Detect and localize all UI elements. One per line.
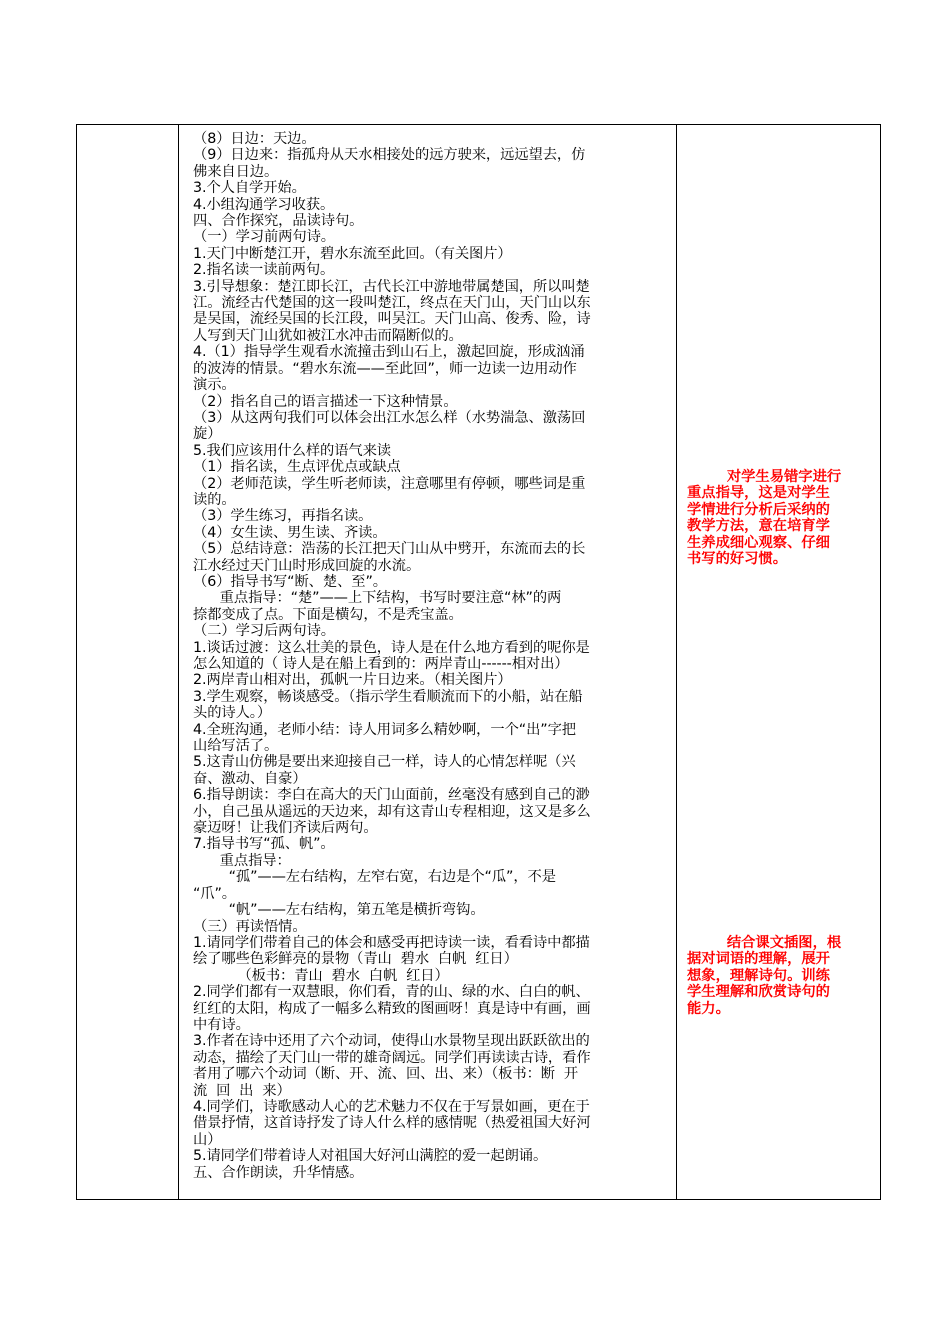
text-line: 3.引导想象：楚江即长江，古代长江中游地带属楚国，所以叫楚 [193, 278, 590, 295]
text-line: “爪”。 [193, 885, 237, 902]
design-note-handwriting: 对学生易错字进行 重点指导，这是对学生 学情进行分析后采纳的 教学方法，意在培育学 生养成细心观察、仔细 书写的好习惯。 [687, 469, 842, 568]
text-line: 人写到天门山犹如被江水冲击而隔断似的。 [193, 327, 463, 344]
text-line: 2.指名读一读前两句。 [193, 262, 335, 279]
text-line: 的波涛的情景。“碧水东流——至此回”，师一边读一边用动作 [193, 360, 577, 377]
text-line: 4.（1）指导学生观看水流撞击到山石上，激起回旋，形成汹涌 [193, 344, 585, 361]
text-line: 3.个人自学开始。 [193, 180, 306, 197]
design-notes-cell [677, 125, 881, 1200]
text-line: 中有诗。 [193, 1016, 250, 1033]
text-line: 豪迈呀！让我们齐读后两句。 [193, 820, 378, 837]
text-line: （3）从这两句我们可以体会出江水怎么样（水势湍急、激荡回 [193, 409, 586, 426]
text-line: 3.作者在诗中还用了六个动词，使得山水景物呈现出跃跃欲出的 [193, 1033, 590, 1050]
text-line: （一）学习前两句诗。 [193, 229, 335, 246]
text-line: 捺都变成了点。下面是横勾，不是秃宝盖。 [193, 606, 463, 623]
text-line: 江。流经古代楚国的这一段叫楚江，终点在天门山，天门山以东 [193, 295, 591, 312]
text-line: 4.全班沟通，老师小结：诗人用词多么精妙啊，一个“出”字把 [193, 721, 576, 738]
text-line: 旋） [193, 426, 222, 443]
table-row [77, 125, 881, 1200]
text-line: （1）指名读，生点评优点或缺点 [193, 459, 401, 476]
text-line: 5.请同学们带着诗人对祖国大好河山满腔的爱一起朗诵。 [193, 1148, 548, 1165]
text-line: （2）老师范读，学生听老师读，注意哪里有停顿，哪些词是重 [193, 475, 586, 492]
text-line: 山） [193, 1131, 222, 1148]
text-line: 四、合作探究，品读诗句。 [193, 213, 364, 230]
text-line: （6）指导书写“断、楚、至”。 [193, 573, 387, 590]
text-line: 绘了哪些色彩鲜亮的景物（青山 碧水 白帆 红日） [193, 951, 518, 968]
text-line: 红红的太阳，构成了一幅多么精致的图画呀！真是诗中有画，画 [193, 1000, 591, 1017]
text-line: 借景抒情，这首诗抒发了诗人什么样的感情呢（热爱祖国大好河 [193, 1115, 591, 1132]
text-line: 是吴国，流经吴国的长江段，叫吴江。天门山高、俊秀、险，诗 [193, 311, 591, 328]
text-line: “帆”——左右结构，第五笔是横折弯钩。 [193, 902, 485, 919]
text-line: 重点指导：“楚”——上下结构，书写时要注意“林”的两 [193, 590, 562, 607]
teaching-process-text [179, 125, 676, 1199]
text-line: 佛来自日边。 [193, 163, 279, 180]
text-line: 4.小组沟通学习收获。 [193, 196, 335, 213]
text-line: 五、合作朗读，升华情感。 [193, 1164, 364, 1181]
text-line: 3.学生观察，畅谈感受。（指示学生看顺流而下的小船，站在船 [193, 688, 583, 705]
text-line: 者用了哪六个动词（断、开、流、回、出、来）（板书：断 开 [193, 1066, 579, 1083]
text-line: 4.同学们，诗歌感动人心的艺术魅力不仅在于写景如画，更在于 [193, 1098, 590, 1115]
text-line: （4）女生读、男生读、齐读。 [193, 524, 387, 541]
text-line: 2.两岸青山相对出，孤帆一片日边来。（相关图片） [193, 672, 512, 689]
text-line: 1.天门中断楚江开，碧水东流至此回。（有关图片） [193, 245, 512, 262]
text-line: （板书：青山 碧水 白帆 红日） [193, 967, 449, 984]
text-line: （2）指名自己的语言描述一下这种情景。 [193, 393, 458, 410]
text-line: 5.我们应该用什么样的语气来读 [193, 442, 391, 459]
text-line: 山给写活了。 [193, 738, 279, 755]
text-line: 奋、激动、自豪） [193, 770, 307, 787]
text-line: 重点指导： [193, 852, 291, 869]
text-line: 7.指导书写“孤、帆”。 [193, 836, 335, 853]
text-line: （二）学习后两句诗。 [193, 623, 335, 640]
text-line: 流 回 出 来） [193, 1082, 291, 1099]
text-line: （5）总结诗意：浩荡的长江把天门山从中劈开，东流而去的长 [193, 541, 586, 558]
text-line: （9）日边来：指孤舟从天水相接处的远方驶来，远远望去，仿 [193, 147, 586, 164]
text-line: 怎么知道的（ 诗人是在船上看到的：两岸青山------相对出） [193, 656, 569, 672]
text-line: 江水经过天门山时形成回旋的水流。 [193, 557, 421, 574]
text-line: （三）再读悟情。 [193, 918, 307, 935]
text-line: 读的。 [193, 491, 236, 508]
teaching-process-cell [179, 125, 677, 1200]
design-note-illustration: 结合课文插图，根 据对词语的理解，展开 想象，理解诗句。训练 学生理解和欣赏诗句的 能力。 [687, 935, 842, 1017]
section-cell [77, 125, 179, 1200]
text-line: 小，自己虽从遥远的天边来，却有这青山专程相迎，这又是多么 [193, 803, 591, 820]
text-line: 5.这青山仿佛是要出来迎接自己一样，诗人的心情怎样呢（兴 [193, 754, 576, 771]
text-line: “孤”——左右结构，左窄右宽，右边是个“瓜”，不是 [193, 869, 556, 886]
text-line: 1.请同学们带着自己的体会和感受再把诗读一读，看看诗中都描 [193, 934, 590, 951]
text-line: 演示。 [193, 377, 236, 394]
lesson-plan-table [76, 124, 881, 1200]
text-line: 1.谈话过渡：这么壮美的景色，诗人是在什么地方看到的呢你是 [193, 639, 590, 656]
text-line: 动态，描绘了天门山一带的雄奇阔远。同学们再读读古诗，看作 [193, 1049, 591, 1066]
text-line: 2.同学们都有一双慧眼，你们看，青的山、绿的水、白白的帆、 [193, 984, 590, 1001]
text-line: （8）日边：天边。 [193, 131, 316, 147]
design-notes [677, 125, 880, 1199]
text-line: 头的诗人。） [193, 705, 272, 722]
text-line: （3）学生练习，再指名读。 [193, 508, 373, 525]
text-line: 6.指导朗读：李白在高大的天门山面前，丝毫没有感到自己的渺 [193, 787, 590, 804]
